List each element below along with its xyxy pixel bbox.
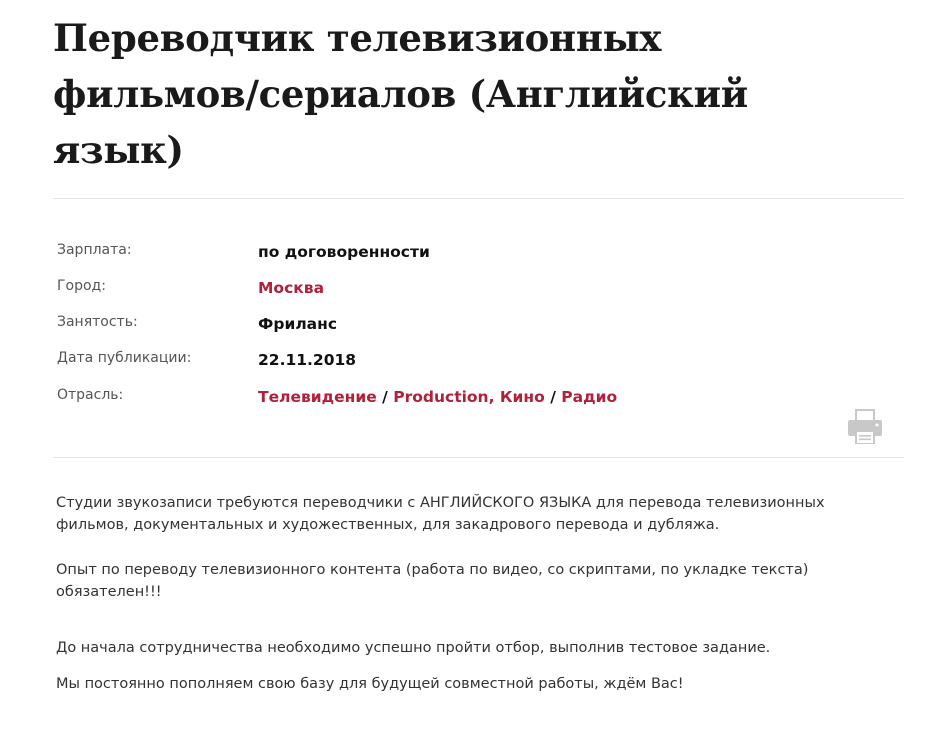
- industry-link-television[interactable]: Телевидение: [258, 388, 377, 406]
- printer-icon: [846, 407, 884, 445]
- city-row: [0, 276, 933, 300]
- salary-label: Зарплата:: [57, 242, 132, 258]
- published-row: [0, 348, 933, 372]
- divider: [53, 457, 904, 458]
- divider: [53, 198, 904, 199]
- city-value-wrap: [258, 278, 324, 298]
- industry-link-production[interactable]: Production, Кино: [393, 388, 545, 406]
- industry-label: Отрасль:: [57, 387, 124, 403]
- employment-label: Занятость:: [57, 314, 138, 330]
- city-link[interactable]: Москва: [258, 279, 325, 297]
- description-paragraph: Опыт по переводу телевизионного контента (работа по видео, со скриптами, по укладке текста) обязателен!!!: [56, 562, 809, 600]
- published-label: Дата публикации:: [57, 350, 192, 366]
- description-paragraph: Студии звукозаписи требуются переводчики с АНГЛИЙСКОГО ЯЗЫКА для перевода телевизионных фильмов, документальных и художественных, для закадрового перевода и дубляжа.: [56, 495, 825, 533]
- employment-value: Фриланс: [258, 315, 338, 333]
- salary-row: [0, 240, 933, 264]
- industry-separator: /: [550, 388, 556, 406]
- published-value: 22.11.2018: [258, 351, 357, 369]
- industry-value: [258, 387, 617, 407]
- industry-separator: /: [382, 388, 388, 406]
- employment-row: [0, 312, 933, 336]
- print-button[interactable]: [846, 407, 884, 445]
- city-label: Город:: [57, 278, 106, 294]
- industry-link-radio[interactable]: Радио: [561, 388, 618, 406]
- industry-row: [0, 385, 933, 409]
- salary-value: по договоренности: [258, 243, 430, 261]
- page-title: Переводчик телевизионных фильмов/сериалов (Английский язык): [53, 16, 748, 172]
- description-paragraph: Мы постоянно пополняем свою базу для будущей совместной работы, ждём Вас!: [56, 676, 684, 692]
- description-paragraph: До начала сотрудничества необходимо успешно пройти отбор, выполнив тестовое задание.: [56, 640, 771, 656]
